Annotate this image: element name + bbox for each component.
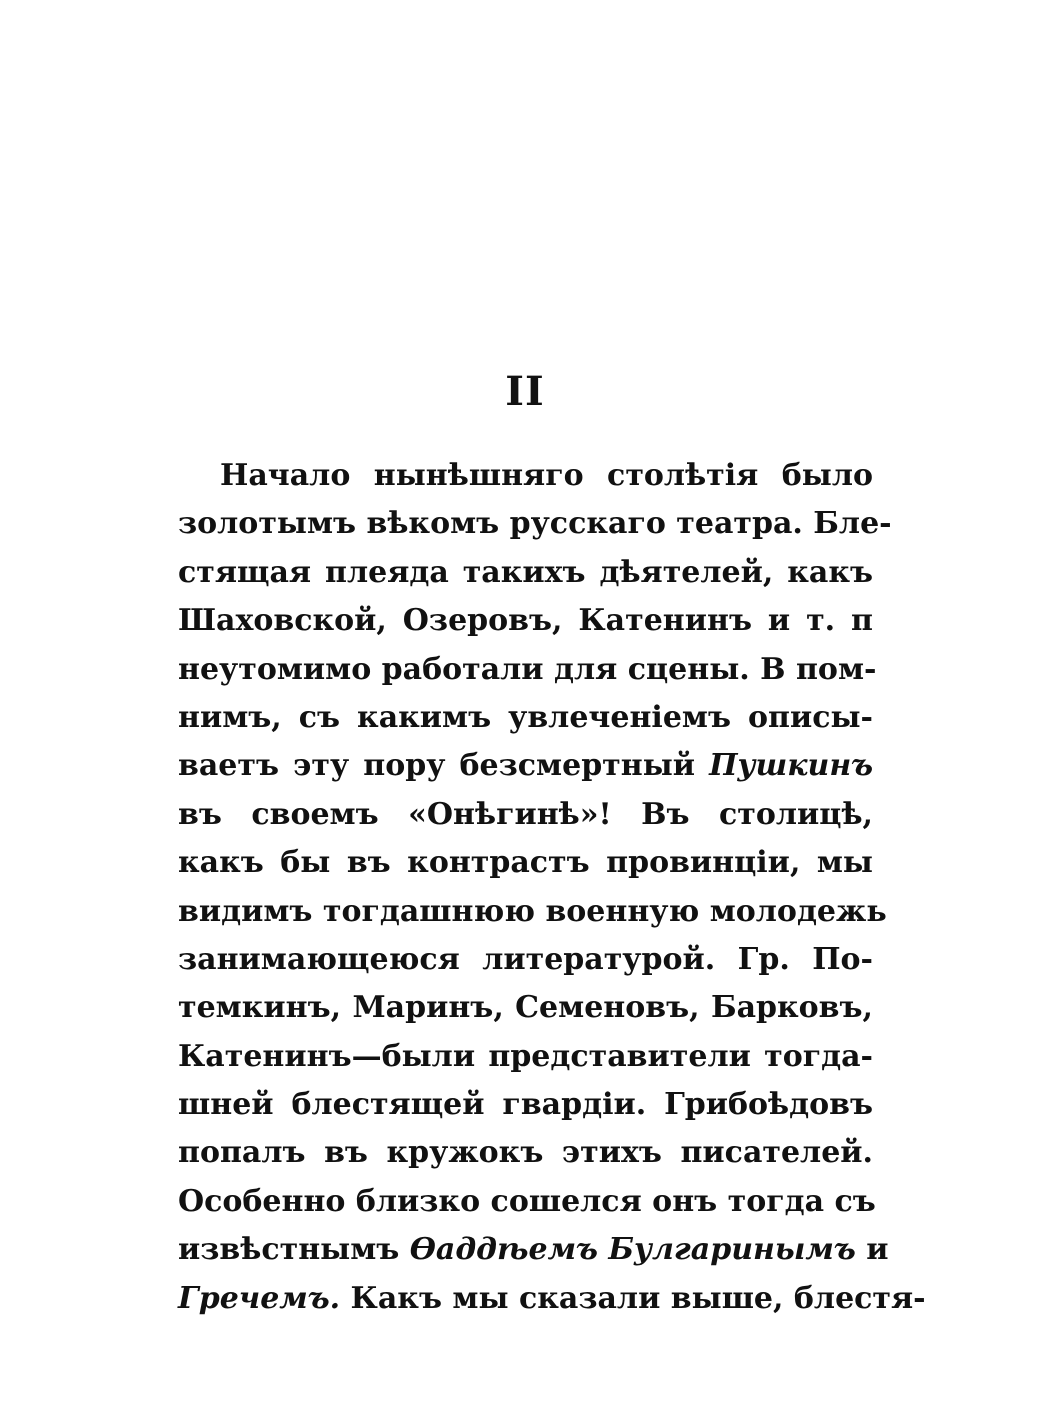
text-line: Особенно близко сошелся онъ тогда съ [178,1183,876,1219]
italic-name-grech: Гречемъ. [178,1280,341,1316]
text-segment: и [866,1232,889,1268]
text-line: Катенинъ—были представители тогда- [178,1038,873,1074]
text-line: Начало нынѣшняго столѣтія было [220,458,873,493]
chapter-number: II [505,368,545,415]
text-segment: извѣстнымъ [178,1232,400,1268]
text-line: въ своемъ «Онѣгинѣ»! Въ столицѣ, [178,796,873,832]
text-line: видимъ тогдашнюю военную молодежь [178,893,887,929]
text-segment: Какъ мы сказали выше, блестя- [350,1280,926,1316]
italic-name-bulgarin: Ѳаддѣемъ Булгаринымъ [409,1232,856,1268]
text-line: попалъ въ кружокъ этихъ писателей. [178,1135,873,1171]
text-line: стящая плеяда такихъ дѣятелей, какъ [178,554,873,590]
text-line [178,1275,926,1323]
text-segment: ваетъ эту пору безсмертный [178,748,696,784]
text-line: темкинъ, Маринъ, Семеновъ, Барковъ, [178,990,873,1026]
text-line: Шаховской, Озеровъ, Катенинъ и т. п [178,603,873,639]
text-line: золотымъ вѣкомъ русскаго театра. Бле- [178,506,892,542]
body-text [178,452,926,1323]
text-line: шней блестящей гвардіи. Грибоѣдовъ [178,1087,873,1123]
text-line: занимающеюся литературой. Гр. По- [178,941,873,977]
text-line: какъ бы въ контрастъ провинціи, мы [178,845,873,881]
text-line [178,742,873,790]
text-line: нимъ, съ какимъ увлеченіемъ описы- [178,699,873,735]
text-line: неутомимо работали для сцены. В пом- [178,651,877,687]
text-line [178,1226,889,1274]
italic-name-pushkin: Пушкинъ [709,748,873,784]
